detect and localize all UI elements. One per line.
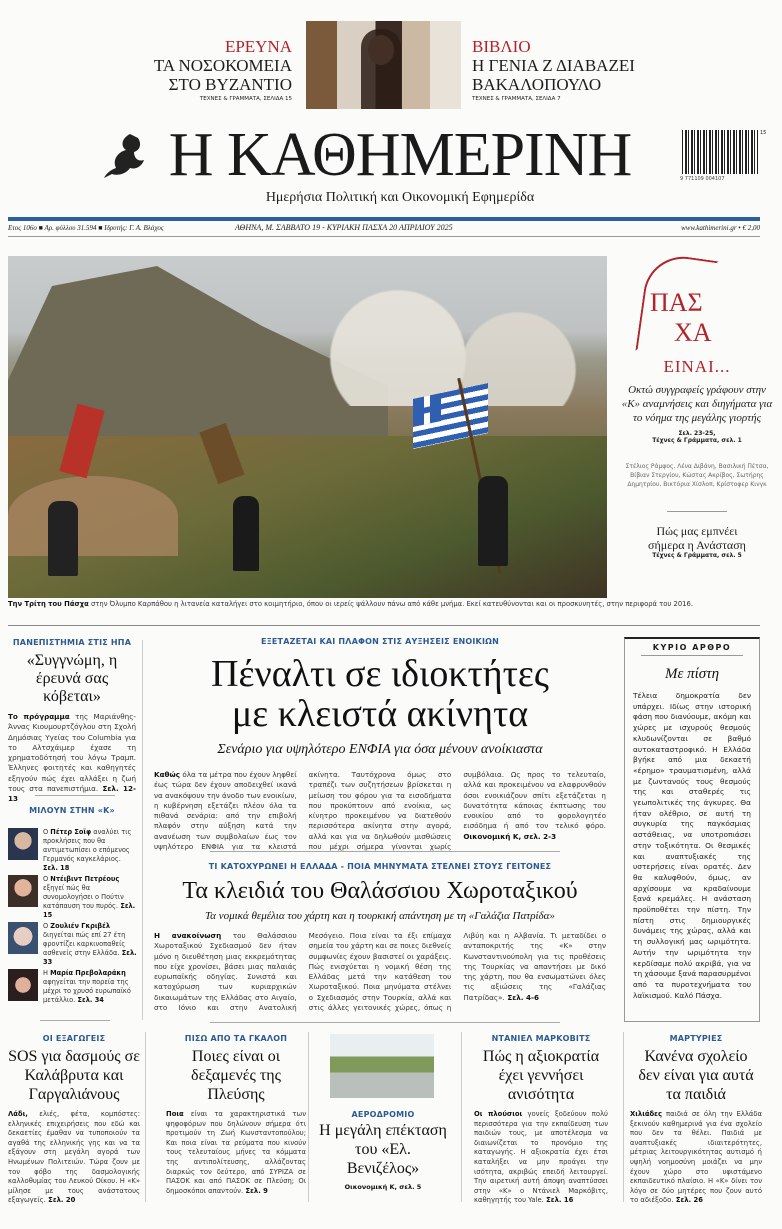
kicker: ΤΙ ΚΑΤΟΧΥΡΩΝΕΙ Η ΕΛΛΑΔΑ - ΠΟΙΑ ΜΗΝΥΜΑΤΑ ΣΤΕΛΝΕΙ ΣΤΟΥΣ ΓΕΙΤΟΝΕΣ	[208, 862, 552, 871]
easter-ref2: Τέχνες & Γράμματα, σελ. 1	[652, 437, 742, 444]
editorial-body: Τέλεια δημοκρατία δεν υπάρχει. Ιδίως στην ιστορική φάση που διανύουμε, ακόμη και χώρες με ισχυρούς θεσμούς κλυδωνίζονται σε βαθμό αυτοκαταστροφικό. Η Ελλάδα βγήκε από μια δεκαετή «έρημο» τραυματισμένη, αλλά με ζωντανούς τους θεσμούς της και σταθερές τις γεωπολιτικές της άγκυρες. Θα ήταν ολέθριο, σε αυτή τη συγκυρία της παγκόσμιας αστάθειας, να υποτροπιάσει στην τοξικότητα. Οι θεσμικές και αναπτυξιακές της υστερήσεις είναι ορατές. Δεν θα καλυφθούν, όμως, αν αρχίσουμε να κραδαίνουμε ξανά κρεμάλες. Η ανάσταση προϋποθέτει την πίστη. Την πίστη στις δημιουργικές δυνάμεις της χώρας, αλλά και τη συλλογική μας ωριμότητα. Αυτήν την ωριμότητα την κερδίσαμε πολύ ακριβά, για να τη χάσουμε ξανά παρασυρμένοι από τα πυροτεχνήματα του λαϊκισμού. Καλό Πάσχα.	[633, 691, 751, 1000]
airport-photo	[330, 1034, 434, 1098]
teaser-photo	[306, 21, 461, 109]
kicker: ΠΙΣΩ ΑΠΟ ΤΑ ΓΚΑΛΟΠ	[184, 1034, 288, 1043]
interview-item[interactable]: O Πέτερ Σοϊφ αναλύει τις προκλήσεις που θα αντιμετωπίσει ο επόμενος Γερμανός καγκελάριος. Σελ. 18	[8, 828, 138, 875]
issue-code: 15	[760, 130, 767, 136]
barcode	[682, 130, 758, 174]
avatar	[8, 875, 38, 907]
headline: Κανένα σχολείο δεν είναι για αυτά τα παιδιά	[638, 1048, 754, 1103]
editorial-title: Με πίστη	[664, 666, 720, 682]
kicker: ΕΞΕΤΑΖΕΤΑΙ ΚΑΙ ΠΛΑΦΟΝ ΣΤΙΣ ΑΥΞΗΣΕΙΣ ΕΝΟΙΚΙΩΝ	[260, 637, 500, 646]
main-photo	[8, 256, 607, 598]
maritime-story[interactable]	[150, 862, 610, 1013]
info-right: www.kathimerini.gr • € 2,00	[681, 224, 760, 232]
photo-caption	[8, 600, 693, 608]
subheadline: Σενάριο για υψηλότερο ΕΝΦΙΑ για όσα μένουν ανοίκιαστα	[217, 742, 543, 757]
masthead-rule	[8, 217, 760, 221]
headline: «Συγγνώμη, η έρευνά σας κόβεται»	[26, 652, 118, 705]
easter-authors: Στέλιος Ράμφος, Λένα Διβάνη, Βασιλική Πέτσα, Βίβιαν Στεργίου, Κώστας Ακρίβος, Σωτήρης Δημητρίου, Βικτόρια Χίσλοπ, Κρίστοφερ Κινγκ	[625, 463, 769, 488]
info-date: ΑΘΗΝΑ, Μ. ΣΑΒΒΑΤΟ 19 - ΚΥΡΙΑΚΗ ΠΑΣΧΑ 20 ΑΠΡΙΛΙΟΥ 2025	[235, 223, 453, 232]
easter-logo-line2: ΧΑ	[674, 318, 712, 347]
info-left: Ετος 106ο ■ Αρ. φύλλου 31.594 ■ Ιδρυτής: Γ. Α. Βλάχος	[8, 224, 164, 232]
teaser-book[interactable]	[472, 38, 642, 102]
griffin-logo-icon	[100, 130, 150, 180]
story-body: Ποια είναι τα χαρακτηριστικά των ψηφοφόρων που δηλώνουν σήμερα ότι προτιμούν τη Ζωή Κωνσταντοπούλου; Και ποια είναι τα ρεύματα που κινούν τους τελευταίους μήνες τα κόμματα της αντιπολίτευσης, αλλάζοντας διαρκώς τον δεύτερο, από ΣΥΡΙΖΑ σε ΠΑΣΟΚ και από ΠΑΣΟΚ σε Πλεύση; Οι δημοσκόποι απαντούν. Σελ. 9	[166, 1110, 306, 1195]
interviews-kicker: ΜΙΛΟΥΝ ΣΤΗΝ «Κ»	[29, 806, 115, 815]
bottom-story-exports[interactable]	[8, 1034, 140, 1206]
caption-lead: Την Τρίτη του Πάσχα	[8, 600, 89, 608]
story-body: Λάδι, ελιές, φέτα, κομπόστες: ελληνικές επιχειρήσεις που εδώ και δεκαετίες έμαθαν να τυποποιούν τα αγαθά της ελληνικής γης και να τα εξάγουν στη μεγάλη αγορά των Ηνωμένων Πολιτειών. Τώρα ζουν με τον φόβο της δασμολογικής καλλοθυμίας του Λευκού Οίκου. Η «Κ» μίλησε με τους ανάστατους εξαγωγείς. Σελ. 20	[8, 1110, 140, 1205]
caption-text: στην Όλυμπο Καρπάθου η λιτανεία καταλήγει στο κοιμητήριο, όπου οι ιερείς ψάλλουν πάνω από κάθε μνήμα. Εκεί κατευθύνονται και οι προσκυνητές, στην περιφορά του 2016.	[88, 600, 693, 608]
kicker: ΜΑΡΤΥΡΙΕΣ	[669, 1034, 723, 1043]
masthead-subtitle: Ημερήσια Πολιτική και Οικονομική Εφημερίδα	[265, 190, 535, 205]
teaser-kicker: ΒΙΒΛΙΟ	[472, 37, 531, 56]
teaser-ref: ΤΕΧΝΕΣ & ΓΡΑΜΜΑΤΑ, ΣΕΛΙΔΑ 7	[472, 96, 561, 102]
story-body: Χιλιάδες παιδιά σε όλη την Ελλάδα ξεκινούν καθημερινά για ένα σχολείο που δεν τα θέλει. Παιδιά με αναπτυξιακές ιδιαιτερότητες, μέτριας λειτουργικότητας αυτισμό ή υψηλή νοημοσύνη μοιάζει να μην έχουν χώρο στο υφιστάμενο εκπαιδευτικό πλαίσιο. Η «Κ» δίνει τον λόγο σε δύο μητέρες που ζουν αυτό το αδιέξοδο. Σελ. 26	[630, 1110, 762, 1205]
easter-logo-line1: ΠΑΣ	[650, 288, 703, 317]
easter-logo	[612, 252, 782, 357]
editorial-box[interactable]	[624, 637, 760, 1022]
easter-feature[interactable]	[612, 252, 782, 559]
bottom-story-polls[interactable]	[166, 1034, 306, 1196]
bottom-story-airport[interactable]	[318, 1034, 448, 1191]
teaser-title: ΒΑΚΑΛΟΠΟΥΛΟ	[472, 75, 602, 94]
bottom-story-schools[interactable]	[630, 1034, 762, 1206]
teaser-title: Η ΓΕΝΙΑ Ζ ΔΙΑΒΑΖΕΙ	[472, 56, 635, 75]
teaser-research[interactable]	[150, 38, 292, 102]
interview-item[interactable]: Η Μαρία Πρεβολαράκη αφηγείται την πορεία της μέχρι το χρυσό ευρωπαϊκό μετάλλιο. Σελ. 34	[8, 969, 138, 1016]
headline: Ποιες είναι οι δεξαμενές της Πλεύσης	[191, 1048, 281, 1103]
headline: Πέναλτι σε ιδιοκτήτες με κλειστά ακίνητα	[211, 653, 549, 735]
kicker: ΟΙ ΕΞΑΓΩΓΕΙΣ	[42, 1034, 106, 1043]
teaser-kicker: ΕΡΕΥΝΑ	[224, 37, 292, 56]
easter-teaser: Πώς μας εμπνέει σήμερα η Ανάσταση	[648, 524, 746, 552]
teaser-title: ΣΤΟ ΒΥΖΑΝΤΙΟ	[168, 75, 292, 94]
avatar	[8, 828, 38, 860]
story-body: Καθώς όλα τα μέτρα που έχουν ληφθεί έως τώρα δεν έχουν αποδειχθεί ικανά να ανακόψουν την άνοδο των ενοικίων, η κυβέρνηση εξετάζει πλέον όλα τα πιθανά σενάρια: από την επιβολή πλαφόν στην αύξηση κατά την ανανέωση των συμβολαίων έως τον υψηλότερο ΕΝΦΙΑ για τα κλειστά ακίνητα. Ταυτόχρονα όμως στο τραπέζι των συζητήσεων βρίσκεται η μείωση του φόρου για τα εισοδήματα που προκύπτουν από ενοίκια, ως κίνητρο προκειμένου να διατεθούν περισσότερα ακίνητα στην αγορά, αλλά και για να δηλωθούν μισθώσεις που μέχρι σήμερα γίνονται χωρίς συμβόλαια. Ως προς το τελευταίο, αλλά και προκειμένου να ελαφρυνθούν όσοι ενοικιάζουν σπίτι εξετάζεται η δυνατότητα κάποιας έκπτωσης του ενοικίου από το φορολογητέο εισόδημα ή από τον τελικό φόρο. Οικονομική Κ, σελ. 2-3	[154, 770, 606, 852]
lead-story[interactable]	[150, 637, 610, 852]
interview-item[interactable]: O Ντέιβιντ Πετρέους εξηγεί πώς θα συνομολογήσει ο Πούτιν κατάπαυση του πυρός. Σελ. 15	[8, 875, 138, 922]
interviews-list	[8, 828, 138, 1016]
easter-logo-line3: ΕΙΝΑΙ...	[663, 357, 731, 376]
easter-teaser-ref: Τέχνες & Γράμματα, σελ. 5	[652, 552, 742, 559]
avatar	[8, 922, 38, 954]
headline: Τα κλειδιά του Θαλάσσιου Χωροταξικού	[182, 878, 578, 904]
editorial-label: ΚΥΡΙΟ ΑΡΘΡΟ	[641, 643, 743, 656]
headline: Η μεγάλη επέκταση του «Ελ. Βενιζέλος»	[319, 1122, 447, 1177]
avatar	[8, 969, 38, 1001]
teaser-title: ΤΑ ΝΟΣΟΚΟΜΕΙΑ	[153, 56, 292, 75]
interview-item[interactable]: O Ζουλιέν Γκριβέλ διηγείται πώς επί 27 έτη φροντίζει καρκινοπαθείς ασθενείς στην Ελλάδα. Σελ. 33	[8, 922, 138, 969]
barcode-number: 9 771109 004107	[680, 176, 725, 182]
story-ref: Οικονομική Κ, σελ. 5	[344, 1183, 422, 1191]
story-body: Η ανακοίνωση του Θαλάσσιου Χωροταξικού Σχεδιασμού δεν ήταν μόνο η διευθέτηση μιας εκκρεμότητας που είχε χρονίσει, βάσει μιας παλαιάς ευρωπαϊκής οδηγίας. Συνιστά και κατοχύρωση των κυριαρχικών δικαιωμάτων της Ελλάδας στο Αιγαίο, στο Ιόνιο και στην Ανατολική Μεσόγειο. Ποια είναι τα έξι επίμαχα σημεία του χάρτη και σε ποιες διεθνείς συμφωνίες έχουν βασιστεί οι χαράξεις. Πώς ενισχύεται η νομική θέση της Ελλάδας μετά την κατάθεση του Χωροταξικού. Ποια μηνύματα στέλνει ο Σχεδιασμός στην Τουρκία, αλλά και στις άλλες γειτονικές χώρες, όπως η Λιβύη και η Αλβανία. Τι μεταδίδει ο ανταποκριτής της «Κ» στην Κωνσταντινούπολη για τις προθέσεις της Τουρκίας να απαντήσει με δικό της χάρτη, που θα ενσωματώνει όλες τις αξιώσεις της «Γαλάζιας Πατρίδας». Σελ. 4-6	[154, 931, 606, 1013]
easter-text: Οκτώ συγγραφείς γράφουν στην «Κ» αναμνήσεις και διηγήματα για το νόημα της μεγάλης γιορτής	[621, 384, 773, 424]
subheadline: Τα νομικά θεμέλια του χάρτη και η τουρκική απάντηση με τη «Γαλάζια Πατρίδα»	[205, 910, 555, 922]
universities-story[interactable]	[8, 638, 136, 805]
bottom-story-meritocracy[interactable]	[474, 1034, 608, 1206]
kicker: ΝΤΑΝΙΕΛ ΜΑΡΚΟΒΙΤΣ	[491, 1034, 591, 1043]
kicker: ΑΕΡΟΔΡΟΜΙΟ	[351, 1110, 415, 1119]
easter-ref1: Σελ. 23-25,	[678, 430, 716, 437]
headline: Πώς η αξιοκρατία έχει γεννήσει ανισότητα	[482, 1048, 600, 1103]
teaser-ref: ΤΕΧΝΕΣ & ΓΡΑΜΜΑΤΑ, ΣΕΛΙΔΑ 15	[199, 96, 292, 102]
story-body: Οι πλούσιοι γονείς ξοδεύουν πολύ περισσότερα για την εκπαίδευση των παιδιών τους, με αποτέλεσμα να διαιωνίζεται το προνόμιο της καταγωγής. Η αξιοκρατία έχει έτσι καταλήξει να μην προάγει την ισότητα, ακριβώς επειδή λειτουργεί. Την αιρετική αυτή άποψη αναπτύσσει στην «Κ» ο Ντάνιελ Μαρκόβιτς, καθηγητής του Yale. Σελ. 16	[474, 1110, 608, 1205]
headline: SOS για δασμούς σε Καλάβρυτα και Γαργαλιάνους	[8, 1048, 140, 1103]
masthead-title: Η ΚΑΘΗΜΕΡΙΝΗ	[168, 121, 632, 189]
story-body: Το πρόγραμμα της Μαριάνθης-Άννας Κιουμουρτζόγλου στη Σχολή Δημόσιας Υγείας του Columbia για το Αλτσχάιμερ έχασε τη χρηματοδότησή του λόγω Τραμπ. Έλληνες φοιτητές και καθηγητές εξηγούν πώς έχει αλλάξει η ζωή τους στα πανεπιστήμια. Σελ. 12-13	[8, 712, 137, 804]
kicker: ΠΑΝΕΠΙΣΤΗΜΙΑ ΣΤΙΣ ΗΠΑ	[12, 638, 132, 647]
